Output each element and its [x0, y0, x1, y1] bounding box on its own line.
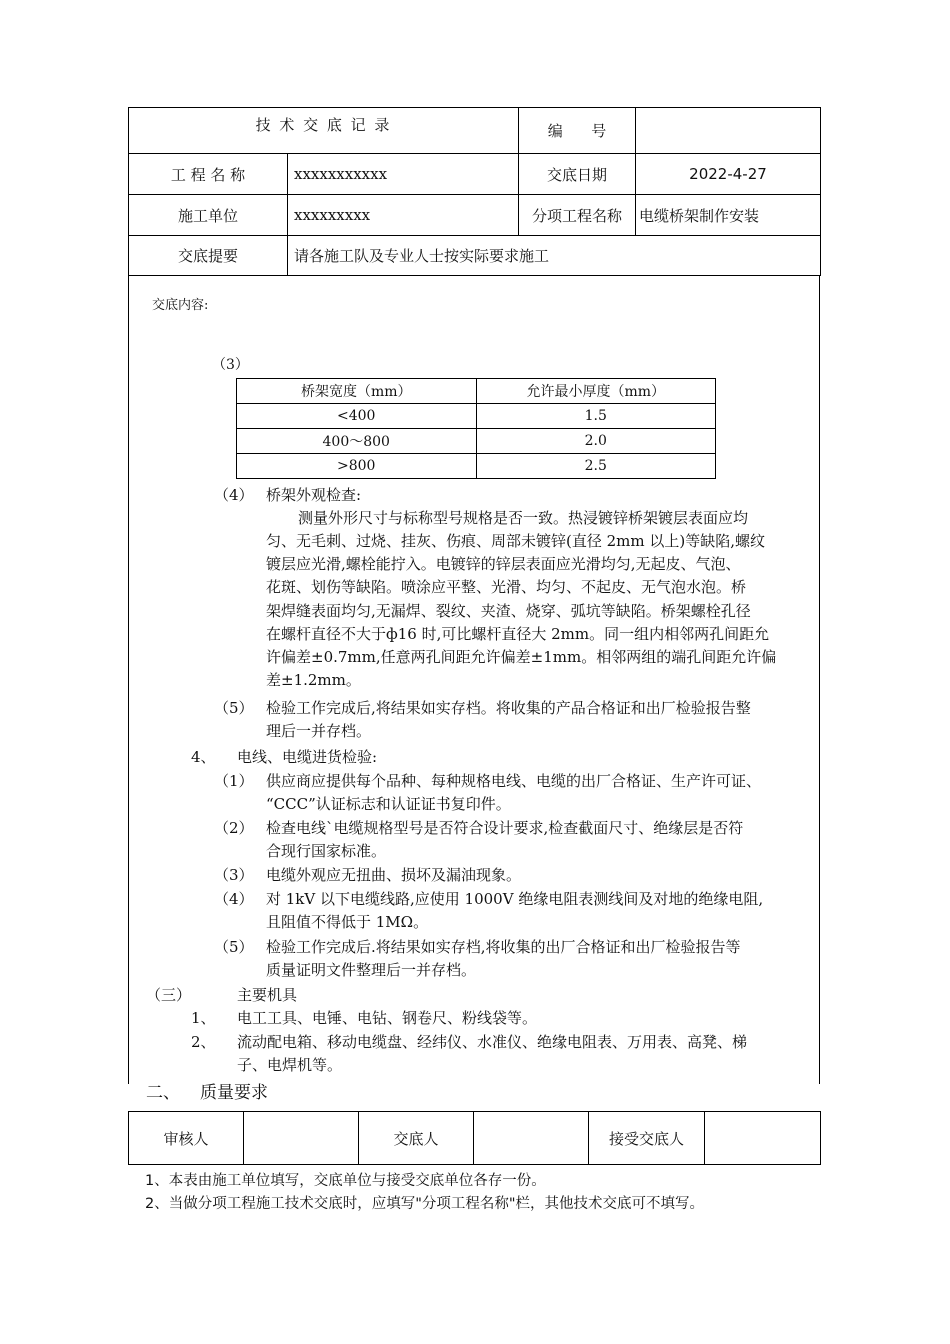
- form-title: 技 术 交 底 记 录: [129, 108, 519, 154]
- presenter-value[interactable]: [474, 1112, 589, 1165]
- unit-value[interactable]: xxxxxxxxx: [288, 195, 519, 236]
- section4-title: 电线、电缆进货检验:: [237, 748, 378, 766]
- thickness-cell: 2.0: [476, 429, 716, 454]
- item4-line: 许偏差±0.7mm,任意两孔间距允许偏差±1mm。相邻两组的端孔间距允许偏: [266, 648, 777, 666]
- subproject-label: 分项工程名称: [519, 195, 636, 236]
- project-name-label: 工 程 名 称: [129, 154, 288, 195]
- thickness-header-min: 允许最小厚度（mm）: [476, 379, 716, 404]
- sec4-item-line: 且阻值不得低于 1MΩ。: [266, 913, 429, 931]
- item4-line: 架焊缝表面均匀,无漏焊、裂纹、夹渣、烧穿、弧坑等缺陷。桥架螺栓孔径: [266, 602, 751, 620]
- item4-line: 在螺杆直径不大于ф16 时,可比螺杆直径大 2mm。同一组内相邻两孔间距允: [266, 625, 770, 643]
- item4-line: 镀层应光滑,螺栓能拧入。电镀锌的锌层表面应光滑均匀,无起皮、气泡、: [266, 555, 741, 573]
- tool-line: 电工工具、电锤、电钻、钢卷尺、粉线袋等。: [237, 1009, 538, 1027]
- subproject-value[interactable]: 电缆桥架制作安装: [636, 195, 821, 236]
- project-name-value[interactable]: xxxxxxxxxxx: [288, 154, 519, 195]
- sec4-item-line: 对 1kV 以下电缆线路,应使用 1000V 绝缘电阻表测线间及对地的绝缘电阻,: [266, 890, 764, 908]
- sec4-item-line: 质量证明文件整理后一并存档。: [266, 961, 477, 979]
- quality-number: 二、: [146, 1083, 180, 1103]
- tool-number: 2、: [191, 1033, 216, 1051]
- sec4-item-line: “CCC”认证标志和认证证书复印件。: [266, 795, 511, 813]
- number-label: 编 号: [519, 108, 636, 154]
- thickness-cell: >800: [237, 454, 477, 479]
- tool-line: 流动配电箱、移动电缆盘、经纬仪、水准仪、绝缘电阻表、万用表、高凳、梯: [237, 1033, 748, 1051]
- unit-label: 施工单位: [129, 195, 288, 236]
- sec4-item-line: 检验工作完成后.将结果如实存档,将收集的出厂合格证和出厂检验报告等: [266, 938, 741, 956]
- section3-title: 主要机具: [237, 986, 298, 1004]
- item5-line: 检验工作完成后,将结果如实存档。将收集的产品合格证和出厂检验报告整: [266, 699, 751, 717]
- content-label: 交底内容:: [152, 298, 209, 313]
- presenter-label: 交底人: [359, 1112, 474, 1165]
- receiver-label: 接受交底人: [589, 1112, 705, 1165]
- sec4-item-number: （1）: [214, 772, 254, 790]
- section4-number: 4、: [191, 748, 216, 766]
- sec4-item-number: （5）: [214, 938, 254, 956]
- thickness-cell: 1.5: [476, 404, 716, 429]
- item4-line: 花斑、划伤等缺陷。喷涂应平整、光滑、均匀、不起皮、无气泡水泡。桥: [266, 578, 747, 596]
- reviewer-value[interactable]: [244, 1112, 359, 1165]
- item4-title: 桥架外观检查:: [266, 486, 362, 504]
- item4-line: 匀、无毛刺、过烧、挂灰、伤痕、周部未镀锌(直径 2mm 以上)等缺陷,螺纹: [266, 532, 766, 550]
- footnote: 1、本表由施工单位填写，交底单位与接受交底单位各存一份。: [145, 1173, 546, 1189]
- item4-number: （4）: [214, 486, 254, 504]
- reviewer-label: 审核人: [129, 1112, 244, 1165]
- sec4-item-line: 检查电线`电缆规格型号是否符合设计要求,检查截面尺寸、绝缘层是否符: [266, 819, 744, 837]
- date-value[interactable]: 2022-4-27: [636, 154, 821, 195]
- thickness-table: [236, 378, 716, 479]
- tool-line: 子、电焊机等。: [237, 1056, 343, 1074]
- thickness-cell: 2.5: [476, 454, 716, 479]
- item4-line: 测量外形尺寸与标称型号规格是否一致。热浸镀锌桥架镀层表面应均: [298, 509, 749, 527]
- item5-line: 理后一并存档。: [266, 722, 372, 740]
- signoff-table: [128, 1111, 821, 1165]
- quality-title: 质量要求: [200, 1083, 268, 1103]
- item5-number: （5）: [214, 699, 254, 717]
- sec4-item-number: （3）: [214, 866, 254, 884]
- thickness-cell: 400～800: [237, 429, 477, 454]
- number-value[interactable]: [636, 108, 821, 154]
- thickness-cell: <400: [237, 404, 477, 429]
- sec4-item-line: 合现行国家标准。: [266, 842, 387, 860]
- footnote: 2、当做分项工程施工技术交底时，应填写"分项工程名称"栏，其他技术交底可不填写。: [145, 1196, 705, 1212]
- tool-number: 1、: [191, 1009, 216, 1027]
- header-table: [128, 107, 821, 276]
- receiver-value[interactable]: [705, 1112, 821, 1165]
- sec4-item-line: 电缆外观应无扭曲、损坏及漏油现象。: [266, 866, 522, 884]
- sec4-item-number: （4）: [214, 890, 254, 908]
- thickness-header-width: 桥架宽度（mm）: [237, 379, 477, 404]
- date-label: 交底日期: [519, 154, 636, 195]
- summary-label: 交底提要: [129, 236, 288, 276]
- summary-value[interactable]: 请各施工队及专业人士按实际要求施工: [288, 236, 821, 276]
- section3-number: （三）: [146, 986, 192, 1004]
- item4-line: 差±1.2mm。: [266, 671, 361, 689]
- item3-number: （3）: [212, 357, 249, 373]
- sec4-item-number: （2）: [214, 819, 254, 837]
- sec4-item-line: 供应商应提供每个品种、每种规格电线、电缆的出厂合格证、生产许可证、: [266, 772, 762, 790]
